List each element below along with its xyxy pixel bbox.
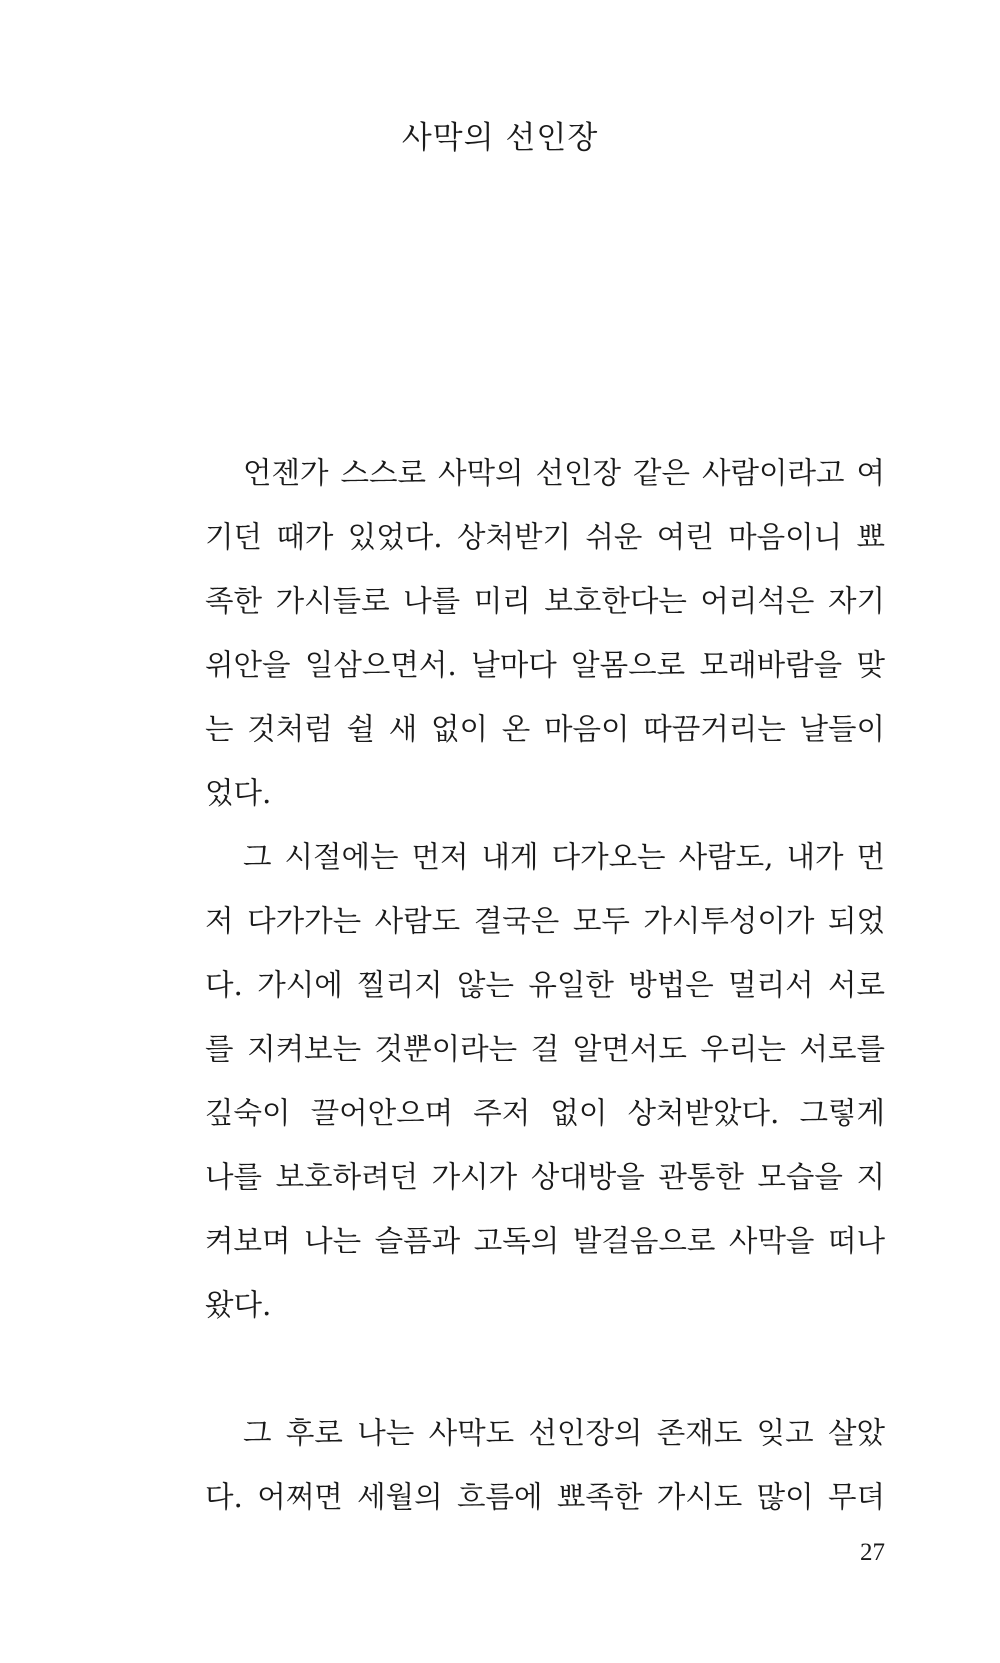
paragraph-2 [205, 825, 885, 1337]
section-break [205, 1337, 885, 1401]
text-line: 그 후로 나는 사막도 선인장의 존재도 잊고 살았 [243, 1416, 885, 1450]
text-line: 켜보며 나는 슬픔과 고독의 발걸음으로 사막을 떠나 [205, 1224, 885, 1258]
text-line: 위안을 일삼으면서. 날마다 알몸으로 모래바람을 맞 [205, 648, 885, 682]
body-text [205, 441, 885, 1529]
text-line: 를 지켜보는 것뿐이라는 걸 알면서도 우리는 서로를 [205, 1032, 885, 1066]
text-line: 었다. [205, 776, 272, 810]
paragraph-3 [205, 1401, 885, 1529]
text-line: 그 시절에는 먼저 내게 다가오는 사람도, 내가 먼 [243, 840, 885, 874]
page-number: 27 [860, 1539, 885, 1566]
text-line: 왔다. [205, 1288, 272, 1322]
text-line: 깊숙이 끌어안으며 주저 없이 상처받았다. 그렇게 [205, 1096, 885, 1130]
text-line: 다. 가시에 찔리지 않는 유일한 방법은 멀리서 서로 [205, 968, 885, 1002]
text-line: 언젠가 스스로 사막의 선인장 같은 사람이라고 여 [243, 456, 885, 490]
text-line: 다. 어쩌면 세월의 흐름에 뾰족한 가시도 많이 무뎌 [205, 1480, 885, 1514]
text-line: 저 다가가는 사람도 결국은 모두 가시투성이가 되었 [205, 904, 885, 938]
text-line: 기던 때가 있었다. 상처받기 쉬운 여린 마음이니 뾰 [205, 520, 885, 554]
text-line: 는 것처럼 쉴 새 없이 온 마음이 따끔거리는 날들이 [205, 712, 885, 746]
chapter-title: 사막의 선인장 [401, 120, 599, 156]
text-line: 나를 보호하려던 가시가 상대방을 관통한 모습을 지 [205, 1160, 885, 1194]
text-line: 족한 가시들로 나를 미리 보호한다는 어리석은 자기 [205, 584, 885, 618]
paragraph-1 [205, 441, 885, 825]
